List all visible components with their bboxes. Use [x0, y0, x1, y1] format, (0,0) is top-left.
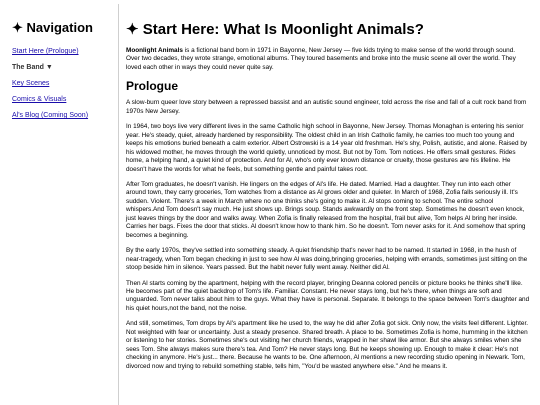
section-title: Prologue	[126, 79, 179, 94]
prologue-paragraph-1: A slow-burn queer love story between a repressed bassist and an autistic sound engineer, told across the rise and fall of a cult rock band from 1970s New Jersey.	[126, 99, 527, 115]
sidebar-item-start-here[interactable]: Start Here (Prologue)	[12, 48, 79, 55]
band-name: Moonlight Animals	[126, 47, 183, 54]
sidebar-item-the-band[interactable]: The Band ▼	[12, 64, 53, 71]
prologue-paragraph-3: After Tom graduates, he doesn't vanish. He lingers on the edges of Al's life. He dated. Married. Had a daughter. They run into each other around town, they carry groceries, Tom watches from a distance as Al grows older and quieter. In March of 1968, Zofia falls seriously ill. It's sudden. Violent. There's a week in March where no one thinks she's going to make it. Al stops coming to school. The entire school whispers.And Tom doesn't say much. He just shows up. Brings soup. Stands awkwardly on the front step. Sometimes he doesn't even knock, just leaves things by the door and walks away. When Zofia is finally released from the hospital, frail but alive, Tom helps Al bring her inside. Carries her bags. Fixes the door that sticks. Al doesn't know how to thank him. So he doesn't. Tom never asks for it. And somehow that spring becomes a beginning.	[126, 180, 526, 239]
page-title: ✦ Start Here: What Is Moonlight Animals?	[126, 21, 424, 38]
prologue-paragraph-6: And still, sometimes, Tom drops by Al's apartment like he used to, the way he did after Zofia got sick. Only now, the visits feel different. Lighter. Not weighted with fear or uncertainty. Just a steady presence. Shared breath. A place to be. Sometimes Zofia is home, humming in the kitchen or listening to her stories. Sometimes she's out visiting her church friends, wrapped in her shawl like armor. But she always smiles when she sees Tom. She always makes sure there's tea. And Tom? He never stays long. But he keeps showing up. Enough to make it clear: He's not checking in anymore. He's just... there. Because he wants to be. One afternoon, Al mentions a new recording studio opening in Newark. Tom, divorced now and trying to rebuild something stable, tells him, "You'd be wasted anywhere else." And he means it.	[126, 320, 529, 370]
intro-paragraph	[126, 47, 530, 72]
prologue-paragraph-4: By the early 1970s, they've settled into something steady. A quiet friendship that's never had to be named. It started in 1968, in the hush of near-tragedy, when Tom began checking in just to see how Al was doing,bringing groceries, helping with errands, sometimes just sitting on the stoop beside him in silence. Years passed. But the habit never fully went away. Neither did Al.	[126, 247, 528, 272]
sidebar	[0, 0, 118, 405]
sidebar-heading: ✦ Navigation	[12, 20, 93, 35]
main-content	[119, 0, 540, 405]
prologue-paragraph-2: In 1964, two boys live very different lives in the same Catholic high school in Bayonne, New Jersey. Thomas Monaghan is entering his senior year. He's steady, quiet, already hardened by responsibility. The oldest child in an Irish Catholic family, he carries too much too young and keeps his emotions buried beneath a calm exterior. Albert Ostrowski is a 14 year old freshman. He's shy, Polish, autistic, and alone. Raised by his widowed mother, he moves through the world quietly, unnoticed by most. But not by Tom. Tom notices. He offers small gestures. Rides home, a helping hand, a quiet kind of protection. And for Al, who's only ever known distance or cruelty, those gestures are his lifeline. He doesn't have the words for what he feels, but something gentle and painful takes root.	[126, 123, 528, 173]
prologue-paragraph-5: Then Al starts coming by the apartment, helping with the record player, bringing Deanna colored pencils or picture books he thinks she'll like. He becomes part of the quiet backdrop of Tom's life. Familiar. Constant. He never stays long, but he's there, when things are soft and unguarded. Tom never talks about him to the guys. What they have is personal. Separate. It belongs to the space between Tom's daughter and his quiet hours,not the band, not the noise.	[126, 279, 530, 312]
sidebar-item-als-blog[interactable]: Al's Blog (Coming Soon)	[12, 112, 89, 119]
sidebar-item-comics-visuals[interactable]: Comics & Visuals	[12, 96, 67, 103]
intro-text: is a fictional band born in 1971 in Bayonne, New Jersey — five kids trying to make sense of the world through sound. Over two decades, they wrote strange, emotional albums. They toured basements and broke into the music scene all over the world. They loved each other in ways they could never quite say.	[126, 47, 516, 71]
sidebar-item-key-scenes[interactable]: Key Scenes	[12, 80, 50, 87]
